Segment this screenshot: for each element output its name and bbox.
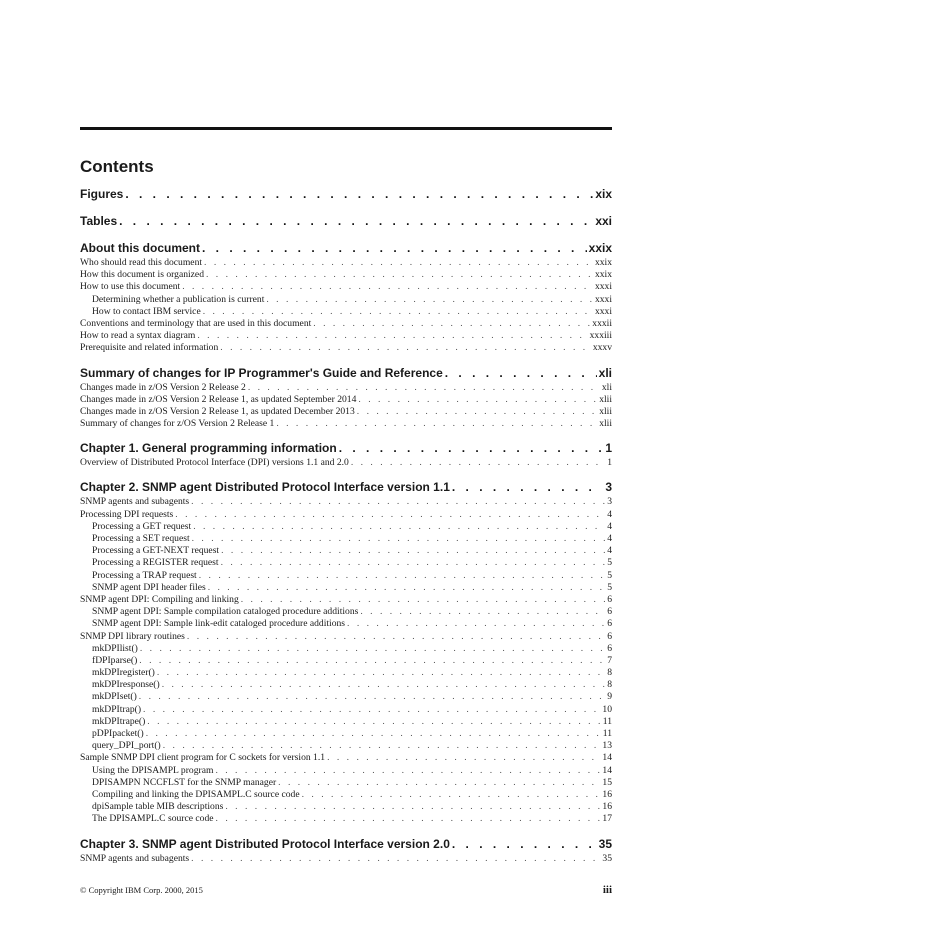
toc-entry[interactable] <box>80 318 612 330</box>
toc-entry-page: 5 <box>607 557 612 569</box>
toc-leader-dots <box>147 716 600 728</box>
toc-leader-dots <box>197 330 587 342</box>
copyright-notice: © Copyright IBM Corp. 2000, 2015 <box>80 885 203 895</box>
toc-entry-title: Processing a SET request <box>92 533 190 544</box>
toc-leader-dots <box>351 457 605 469</box>
toc-entry-page: 35 <box>602 852 612 864</box>
toc-leader-dots <box>216 813 601 825</box>
toc-leader-dots <box>248 382 600 394</box>
toc-entry-page: 16 <box>602 801 612 813</box>
toc-leader-dots <box>140 643 605 655</box>
toc-entry-title: mkDPIresponse() <box>92 679 160 691</box>
toc-entry-title: dpiSample table MIB descriptions <box>92 801 224 813</box>
toc-entry-page: 4 <box>607 533 612 544</box>
toc-section-title: Chapter 2. SNMP agent Distributed Protocol Interface version 1.1 <box>80 480 450 495</box>
toc-entry-page: 8 <box>607 667 612 679</box>
toc-entry-title: fDPIparse() <box>92 654 138 666</box>
toc-entry-page: 10 <box>602 703 612 715</box>
toc-entry-page: 14 <box>602 764 612 776</box>
toc-leader-dots <box>266 294 593 306</box>
toc-entry-page: xlii <box>599 418 612 430</box>
toc-entry-title: Overview of Distributed Protocol Interface (DPI) versions 1.1 and 2.0 <box>80 457 349 469</box>
toc-section-page: xli <box>598 365 612 380</box>
toc-entry-title: SNMP agents and subagents <box>80 852 190 864</box>
toc-entry-title: query_DPI_port() <box>92 740 161 752</box>
contents-page <box>80 127 612 865</box>
toc-entry-title: Processing a GET-NEXT request <box>92 545 220 557</box>
toc-leader-dots <box>313 318 590 330</box>
toc-leader-dots <box>302 789 601 801</box>
toc-entry[interactable] <box>80 655 612 667</box>
toc-entry-page: 9 <box>607 691 612 703</box>
toc-entry[interactable] <box>80 667 612 679</box>
toc-entry-title: mkDPItrap() <box>92 703 142 715</box>
toc-entry-page: 6 <box>607 606 612 618</box>
toc-leader-dots <box>199 570 605 582</box>
toc-section-heading[interactable] <box>80 213 612 230</box>
toc-entry[interactable] <box>80 257 612 269</box>
toc-section-heading[interactable] <box>80 240 612 257</box>
toc-leader-dots <box>452 836 597 853</box>
toc-entry-page: 5 <box>607 569 612 581</box>
toc-leader-dots <box>215 765 600 777</box>
toc-leader-dots <box>339 440 604 457</box>
toc-entry[interactable] <box>80 631 612 643</box>
toc-leader-dots <box>204 257 593 269</box>
toc-entry-title: Conventions and terminology that are used in this document <box>80 317 312 329</box>
toc-leader-dots <box>208 582 606 594</box>
toc-entry-page: xxxii <box>592 317 612 329</box>
toc-leader-dots <box>276 418 597 430</box>
toc-entry[interactable] <box>80 643 612 655</box>
toc-leader-dots <box>206 269 593 281</box>
toc-entry-title: Who should read this document <box>80 257 203 268</box>
toc-leader-dots <box>357 406 597 418</box>
toc-entry[interactable] <box>80 582 612 594</box>
toc-entry-title: SNMP agent DPI: Sample compilation cataloged procedure additions <box>92 606 359 618</box>
toc-section-page: xix <box>595 187 612 201</box>
toc-entry[interactable] <box>80 545 612 557</box>
toc-leader-dots <box>358 394 597 406</box>
toc-entry[interactable] <box>80 606 612 618</box>
toc-entry[interactable] <box>80 618 612 630</box>
toc-entry-page: 5 <box>607 581 612 593</box>
toc-entry[interactable] <box>80 752 612 764</box>
toc-leader-dots <box>241 594 605 606</box>
toc-entry[interactable] <box>80 533 612 545</box>
toc-leader-dots <box>192 533 606 545</box>
toc-entry[interactable] <box>80 594 612 606</box>
toc-entry[interactable] <box>80 521 612 533</box>
toc-entry-page: xxxiii <box>589 330 612 342</box>
toc-entry[interactable] <box>80 728 612 740</box>
toc-leader-dots <box>139 691 605 703</box>
toc-entry-title: How to contact IBM service <box>92 305 201 317</box>
toc-entry-title: Summary of changes for z/OS Version 2 Release 1 <box>80 418 275 430</box>
toc-leader-dots <box>347 618 605 630</box>
toc-entry[interactable] <box>80 382 612 394</box>
toc-entry[interactable] <box>80 740 612 752</box>
toc-leader-dots <box>187 631 605 643</box>
toc-entry-title: mkDPIset() <box>92 691 137 703</box>
toc-section-heading[interactable] <box>80 186 612 203</box>
toc-entry-page: 8 <box>607 679 612 691</box>
toc-leader-dots <box>191 853 600 865</box>
toc-entry-page: xxxi <box>594 281 612 293</box>
toc-entry[interactable] <box>80 716 612 728</box>
toc-entry[interactable] <box>80 679 612 691</box>
toc-leader-dots <box>157 667 605 679</box>
toc-leader-dots <box>146 728 601 740</box>
toc-entry-page: 15 <box>602 776 612 788</box>
toc-entry-title: mkDPItrape() <box>92 715 146 727</box>
toc-leader-dots <box>139 655 605 667</box>
toc-entry-page: 16 <box>602 788 612 800</box>
toc-entry-title: SNMP agent DPI: Sample link-edit cataloged procedure additions <box>92 618 346 630</box>
toc-entry-page: 6 <box>607 618 612 630</box>
toc-entry-title: How this document is organized <box>80 269 204 281</box>
table-of-contents <box>80 186 612 865</box>
toc-entry-title: DPISAMPN NCCFLST for the SNMP manager <box>92 776 277 788</box>
toc-entry-page: 6 <box>607 593 612 605</box>
toc-entry[interactable] <box>80 765 612 777</box>
toc-leader-dots <box>203 306 593 318</box>
toc-entry-title: The DPISAMPL.C source code <box>92 813 214 825</box>
toc-entry-page: 4 <box>607 508 612 520</box>
toc-leader-dots <box>125 186 593 203</box>
toc-leader-dots <box>220 342 591 354</box>
toc-entry-page: xxix <box>594 269 612 281</box>
toc-entry-page: 1 <box>607 457 612 469</box>
toc-entry-page: xxxi <box>594 293 612 305</box>
toc-entry-page: 14 <box>602 752 612 764</box>
toc-entry-page: xxxi <box>594 305 612 317</box>
toc-entry-title: Processing a REGISTER request <box>92 557 219 569</box>
toc-entry-title: mkDPIregister() <box>92 667 155 679</box>
toc-entry-title: SNMP agents and subagents <box>80 496 190 508</box>
toc-entry-title: Determining whether a publication is current <box>92 293 265 305</box>
toc-entry-page: xxxv <box>592 342 612 354</box>
toc-entry-title: How to use this document <box>80 281 181 293</box>
toc-leader-dots <box>162 679 606 691</box>
toc-entry-title: SNMP DPI library routines <box>80 630 185 642</box>
toc-entry[interactable] <box>80 691 612 703</box>
toc-entry[interactable] <box>80 269 612 281</box>
toc-section-heading[interactable] <box>80 365 612 382</box>
toc-entry-title: mkDPIlist() <box>92 642 138 654</box>
toc-leader-dots <box>175 509 605 521</box>
toc-entry[interactable] <box>80 457 612 469</box>
toc-entry[interactable] <box>80 418 612 430</box>
toc-entry[interactable] <box>80 281 612 293</box>
toc-entry-page: xli <box>601 381 612 393</box>
toc-leader-dots <box>221 545 605 557</box>
toc-entry-page: 11 <box>602 715 612 727</box>
toc-entry[interactable] <box>80 777 612 789</box>
toc-entry-page: 3 <box>607 496 612 508</box>
toc-entry[interactable] <box>80 330 612 342</box>
toc-entry[interactable] <box>80 557 612 569</box>
toc-entry-page: 11 <box>602 728 612 739</box>
toc-leader-dots <box>143 704 600 716</box>
toc-section-page: xxix <box>588 241 612 255</box>
toc-entry-title: Using the DPISAMPL program <box>92 764 214 776</box>
toc-leader-dots <box>225 801 600 813</box>
toc-section-page: 3 <box>605 480 612 495</box>
toc-leader-dots <box>278 777 600 789</box>
toc-entry-title: Changes made in z/OS Version 2 Release 1, as updated September 2014 <box>80 393 357 405</box>
toc-entry-title: pDPIpacket() <box>92 728 144 739</box>
toc-entry-title: Processing DPI requests <box>80 508 174 520</box>
toc-section-title: Summary of changes for IP Programmer's Guide and Reference <box>80 365 443 380</box>
toc-section-title: Chapter 3. SNMP agent Distributed Protocol Interface version 2.0 <box>80 836 450 851</box>
page-number: iii <box>602 884 612 896</box>
toc-leader-dots <box>360 606 605 618</box>
toc-leader-dots <box>191 496 605 508</box>
toc-leader-dots <box>221 557 606 569</box>
toc-entry-page: 17 <box>602 813 612 825</box>
toc-entry[interactable] <box>80 496 612 508</box>
toc-section-title: About this document <box>80 241 200 255</box>
toc-leader-dots <box>327 752 600 764</box>
top-rule <box>80 127 612 130</box>
toc-section-page: 1 <box>605 441 612 456</box>
toc-entry[interactable] <box>80 704 612 716</box>
toc-entry[interactable] <box>80 406 612 418</box>
page-title: Contents <box>80 157 154 176</box>
toc-entry[interactable] <box>80 789 612 801</box>
toc-entry-title: SNMP agent DPI header files <box>92 581 206 593</box>
toc-entry-page: 6 <box>607 630 612 642</box>
toc-entry-title: Processing a TRAP request <box>92 569 197 581</box>
toc-entry[interactable] <box>80 342 612 354</box>
toc-leader-dots <box>193 521 605 533</box>
toc-entry[interactable] <box>80 853 612 865</box>
toc-leader-dots <box>452 479 603 496</box>
toc-entry[interactable] <box>80 813 612 825</box>
toc-section-title: Figures <box>80 187 124 201</box>
toc-leader-dots <box>119 213 593 230</box>
toc-entry-title: Prerequisite and related information <box>80 342 219 354</box>
page-footer <box>80 884 612 896</box>
toc-section-heading[interactable] <box>80 440 612 457</box>
toc-entry[interactable] <box>80 570 612 582</box>
toc-entry-page: 4 <box>607 545 612 557</box>
toc-entry[interactable] <box>80 306 612 318</box>
toc-section-heading[interactable] <box>80 479 612 496</box>
toc-entry-page: 7 <box>607 654 612 666</box>
toc-leader-dots <box>163 740 601 752</box>
toc-entry[interactable] <box>80 294 612 306</box>
toc-entry-title: How to read a syntax diagram <box>80 330 196 342</box>
toc-entry-page: xxix <box>594 257 612 268</box>
toc-leader-dots <box>182 281 593 293</box>
toc-entry-title: Changes made in z/OS Version 2 Release 1, as updated December 2013 <box>80 405 355 417</box>
toc-entry-page: 4 <box>607 520 612 532</box>
toc-leader-dots <box>445 365 597 382</box>
toc-entry-title: Sample SNMP DPI client program for C sockets for version 1.1 <box>80 752 326 764</box>
toc-section-title: Chapter 1. General programming information <box>80 441 337 456</box>
toc-entry-title: Compiling and linking the DPISAMPL.C source code <box>92 788 300 800</box>
toc-entry-page: 13 <box>602 740 612 752</box>
toc-entry[interactable] <box>80 394 612 406</box>
toc-entry-page: xlii <box>599 405 612 417</box>
toc-entry-title: Changes made in z/OS Version 2 Release 2 <box>80 381 246 393</box>
toc-leader-dots <box>202 240 587 257</box>
toc-entry[interactable] <box>80 801 612 813</box>
toc-entry[interactable] <box>80 509 612 521</box>
toc-entry-title: SNMP agent DPI: Compiling and linking <box>80 593 239 605</box>
toc-section-title: Tables <box>80 214 118 228</box>
toc-section-page: xxi <box>595 214 612 228</box>
toc-entry-page: xlii <box>599 393 612 405</box>
toc-section-page: 35 <box>598 836 612 851</box>
toc-section-heading[interactable] <box>80 836 612 853</box>
toc-entry-title: Processing a GET request <box>92 520 192 532</box>
toc-entry-page: 6 <box>607 642 612 654</box>
